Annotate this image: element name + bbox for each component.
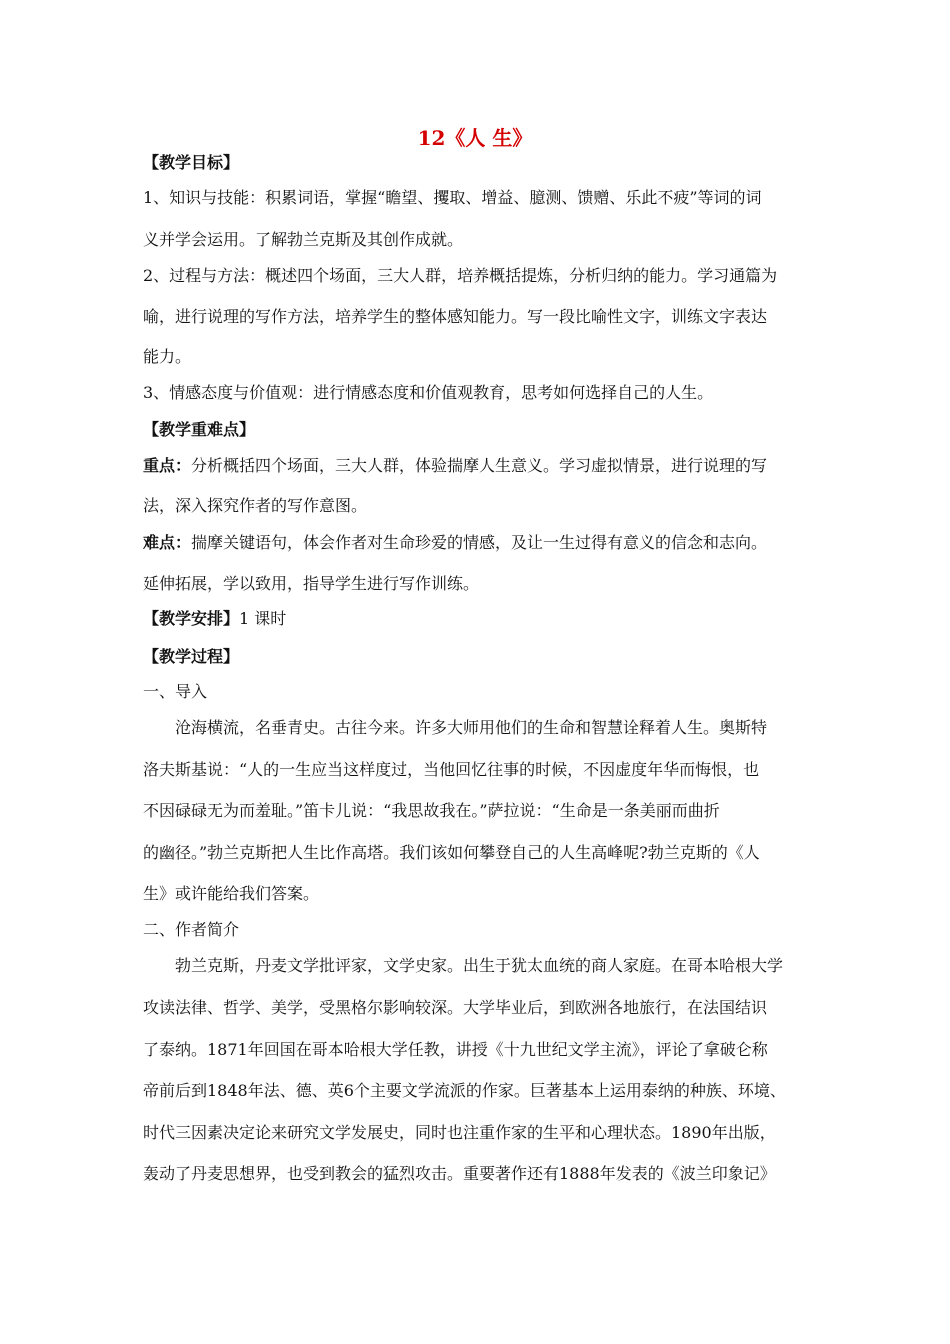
section-heading-introduction: 一、导入 bbox=[143, 682, 208, 701]
paragraph-line-teaching-arrangement bbox=[143, 607, 286, 631]
paragraph-line-key-point bbox=[143, 454, 767, 478]
difficult-point-text: 揣摩关键语句，体会作者对生命珍爱的情感，及让一生过得有意义的信念和志向。 bbox=[191, 533, 768, 552]
paragraph-line: 了泰纳。1871年回国在哥本哈根大学任教，讲授《十九世纪文学主流》，评论了拿破仑称 bbox=[143, 1040, 768, 1059]
paragraph-line: 延伸拓展，学以致用，指导学生进行写作训练。 bbox=[143, 574, 480, 593]
paragraph-line: 1、知识与技能：积累词语，掌握“瞻望、攫取、增益、臆测、馈赠、乐此不疲”等词的词 bbox=[143, 188, 762, 207]
heading-key-difficult-points: 【教学重难点】 bbox=[143, 420, 256, 439]
paragraph-line: 义并学会运用。了解勃兰克斯及其创作成就。 bbox=[143, 230, 464, 249]
paragraph-line: 洛夫斯基说：“人的一生应当这样度过，当他回忆往事的时候，不因虚度年华而悔恨，也 bbox=[143, 760, 760, 779]
paragraph-line: 能力。 bbox=[143, 347, 192, 366]
paragraph-line-difficult-point bbox=[143, 531, 767, 555]
heading-teaching-process: 【教学过程】 bbox=[143, 647, 240, 666]
paragraph-line: 攻读法律、哲学、美学，受黑格尔影响较深。大学毕业后，到欧洲各地旅行，在法国结识 bbox=[143, 998, 768, 1017]
paragraph-line: 喻，进行说理的写作方法，培养学生的整体感知能力。写一段比喻性文字，训练文字表达 bbox=[143, 307, 768, 326]
teaching-arrangement-text: 1 课时 bbox=[239, 609, 287, 628]
paragraph-line: 时代三因素决定论来研究文学发展史，同时也注重作家的生平和心理状态。1890年出版， bbox=[143, 1123, 776, 1142]
section-heading-author-profile: 二、作者简介 bbox=[143, 920, 240, 939]
paragraph-line: 帝前后到1848年法、德、英6个主要文学流派的作家。巨著基本上运用泰纳的种族、环境、 bbox=[143, 1081, 786, 1100]
key-point-label: 重点： bbox=[143, 456, 192, 475]
paragraph-line: 勃兰克斯，丹麦文学批评家，文学史家。出生于犹太血统的商人家庭。在哥本哈根大学 bbox=[175, 956, 784, 975]
paragraph-line: 2、过程与方法：概述四个场面，三大人群，培养概括提炼，分析归纳的能力。学习通篇为 bbox=[143, 266, 778, 285]
paragraph-line: 轰动了丹麦思想界，也受到教会的猛烈攻击。重要著作还有1888年发表的《波兰印象记》 bbox=[143, 1164, 776, 1183]
heading-teaching-objectives: 【教学目标】 bbox=[143, 153, 240, 172]
paragraph-line: 3、情感态度与价值观：进行情感态度和价值观教育，思考如何选择自己的人生。 bbox=[143, 383, 714, 402]
paragraph-line: 生》或许能给我们答案。 bbox=[143, 884, 320, 903]
paragraph-line: 不因碌碌无为而羞耻。”笛卡儿说：“我思故我在。”萨拉说：“生命是一条美丽而曲折 bbox=[143, 801, 720, 820]
key-point-text: 分析概括四个场面，三大人群，体验揣摩人生意义。学习虚拟情景，进行说理的写 bbox=[191, 456, 768, 475]
paragraph-line: 沧海横流，名垂青史。古往今来。许多大师用他们的生命和智慧诠释着人生。奥斯特 bbox=[175, 718, 768, 737]
document-title: 12《人 生》 bbox=[417, 126, 533, 150]
paragraph-line: 的幽径。”勃兰克斯把人生比作高塔。我们该如何攀登自己的人生高峰呢?勃兰克斯的《人 bbox=[143, 843, 760, 862]
difficult-point-label: 难点： bbox=[143, 533, 192, 552]
paragraph-line: 法，深入探究作者的写作意图。 bbox=[143, 496, 368, 515]
heading-teaching-arrangement: 【教学安排】 bbox=[143, 609, 240, 628]
